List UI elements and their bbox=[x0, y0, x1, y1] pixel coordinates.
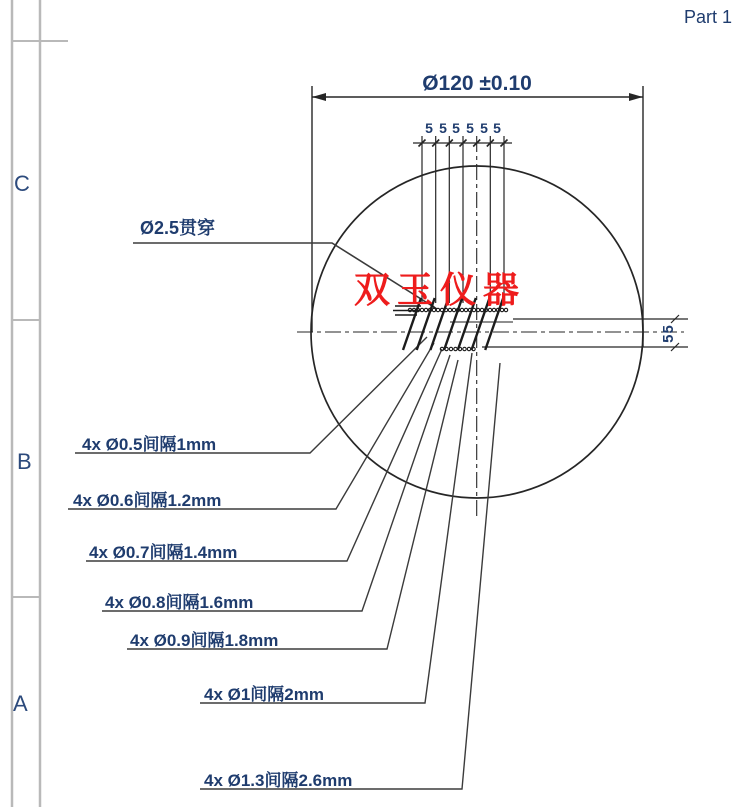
hole-label-6: 4x Ø1.3间隔2.6mm bbox=[204, 771, 353, 790]
sheet-border bbox=[12, 0, 68, 807]
spacing-dim-text: 5 bbox=[425, 120, 433, 136]
hole-label-leaders bbox=[68, 337, 500, 789]
part-title: Part 1 bbox=[684, 7, 733, 27]
side-spacing-value: 55 bbox=[659, 323, 677, 343]
hole-label-0: 4x Ø0.5间隔1mm bbox=[82, 435, 217, 454]
through-hole-callout: Ø2.5贯穿 bbox=[140, 218, 216, 238]
side-spacing-dim-text bbox=[650, 312, 686, 354]
zone-label-c: C bbox=[14, 171, 30, 196]
zone-label-a: A bbox=[13, 691, 28, 716]
hole-label-4: 4x Ø0.9间隔1.8mm bbox=[130, 631, 279, 650]
hole-label-5: 4x Ø1间隔2mm bbox=[204, 685, 324, 704]
diameter-dimension-text: Ø120 ±0.10 bbox=[422, 72, 532, 95]
company-watermark: 双玉仪器 bbox=[354, 269, 527, 311]
spacing-dim-text: 5 bbox=[480, 120, 488, 136]
spacing-dim-text: 5 bbox=[466, 120, 474, 136]
hole-label-2: 4x Ø0.7间隔1.4mm bbox=[89, 543, 238, 562]
zone-label-b: B bbox=[17, 449, 32, 474]
hole-label-3: 4x Ø0.8间隔1.6mm bbox=[105, 593, 254, 612]
hole-label-1: 4x Ø0.6间隔1.2mm bbox=[73, 491, 222, 510]
spacing-dim-text: 5 bbox=[493, 120, 501, 136]
spacing-dim-text: 5 bbox=[452, 120, 460, 136]
spacing-dim-text: 5 bbox=[439, 120, 447, 136]
